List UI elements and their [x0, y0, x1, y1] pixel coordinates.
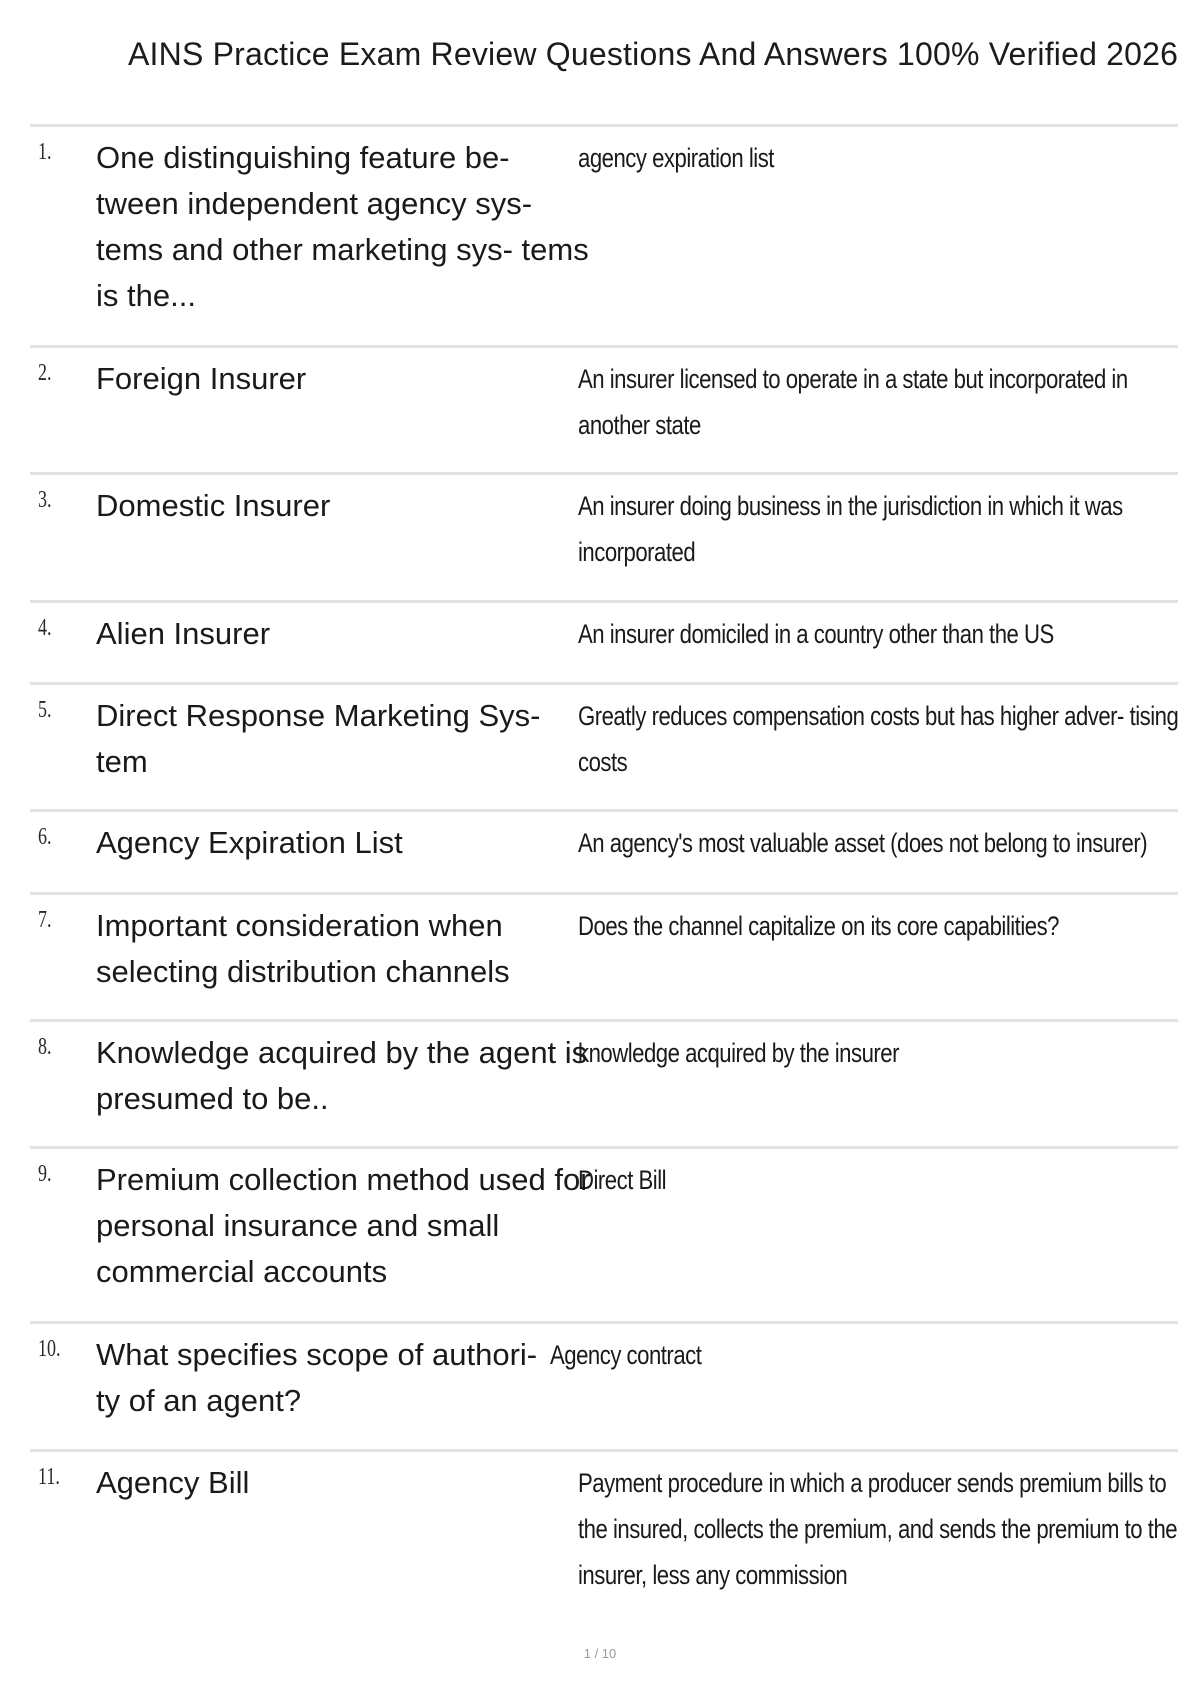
qa-row: [30, 1019, 1178, 1146]
item-number: 9.: [38, 1161, 52, 1187]
answer-text: An insurer licensed to operate in a state but incorporated in another state: [578, 364, 1128, 440]
question-text: Knowledge acquired by the agent is presumed to be..: [96, 1035, 588, 1116]
answer-text: agency expiration list: [578, 143, 774, 173]
answer-text: Agency contract: [550, 1340, 702, 1370]
answer-text: An insurer domiciled in a country other than the US: [578, 619, 1054, 649]
answer-text: An agency's most valuable asset (does not belong to insurer): [578, 828, 1148, 858]
item-number: 2.: [38, 360, 52, 386]
qa-row: [30, 345, 1178, 472]
page-indicator: 1 / 10: [583, 1646, 617, 1661]
qa-row: [30, 472, 1178, 600]
question-text: Important consideration when selecting distribution channels: [96, 908, 510, 989]
question-text: Direct Response Marketing Sys- tem: [96, 698, 541, 779]
page-title: AINS Practice Exam Review Questions And Answers 100% Verified 2026: [128, 36, 1179, 72]
qa-row: [30, 600, 1178, 682]
answer-text: Payment procedure in which a producer sends premium bills to the insured, collects the premium, and sends the premium to the insurer, less any commission: [578, 1468, 1178, 1590]
item-number: 5.: [38, 697, 52, 723]
question-text: One distinguishing feature be- tween independent agency sys- tems and other marketing sys- tems is the...: [96, 140, 589, 313]
answer-text: An insurer doing business in the jurisdiction in which it was incorporated: [578, 491, 1123, 567]
answer-text: Greatly reduces compensation costs but has higher adver- tising costs: [578, 701, 1179, 777]
item-number: 7.: [38, 907, 52, 933]
question-text: Foreign Insurer: [96, 361, 307, 396]
answer-text: Direct Bill: [578, 1165, 667, 1195]
question-text: Agency Bill: [96, 1465, 250, 1500]
qa-row: [30, 1146, 1178, 1321]
qa-row: [30, 809, 1178, 892]
question-text: Agency Expiration List: [96, 825, 403, 860]
qa-list: [30, 124, 1178, 1619]
item-number: 10.: [38, 1336, 61, 1362]
qa-row: [30, 1449, 1178, 1619]
question-text: What specifies scope of authori- ty of an agent?: [96, 1337, 538, 1418]
qa-row: [30, 892, 1178, 1019]
question-text: Premium collection method used for personal insurance and small commercial accounts: [96, 1162, 591, 1289]
item-number: 1.: [38, 139, 52, 165]
item-number: 3.: [38, 487, 52, 513]
answer-text: Does the channel capitalize on its core capabilities?: [578, 911, 1059, 941]
question-text: Domestic Insurer: [96, 488, 331, 523]
item-number: 8.: [38, 1034, 52, 1060]
qa-row: [30, 1321, 1178, 1449]
item-number: 4.: [38, 615, 52, 641]
qa-row: [30, 124, 1178, 345]
qa-row: [30, 682, 1178, 809]
item-number: 6.: [38, 824, 52, 850]
answer-text: knowledge acquired by the insurer: [578, 1038, 899, 1068]
question-text: Alien Insurer: [96, 616, 271, 651]
item-number: 11.: [38, 1464, 60, 1490]
